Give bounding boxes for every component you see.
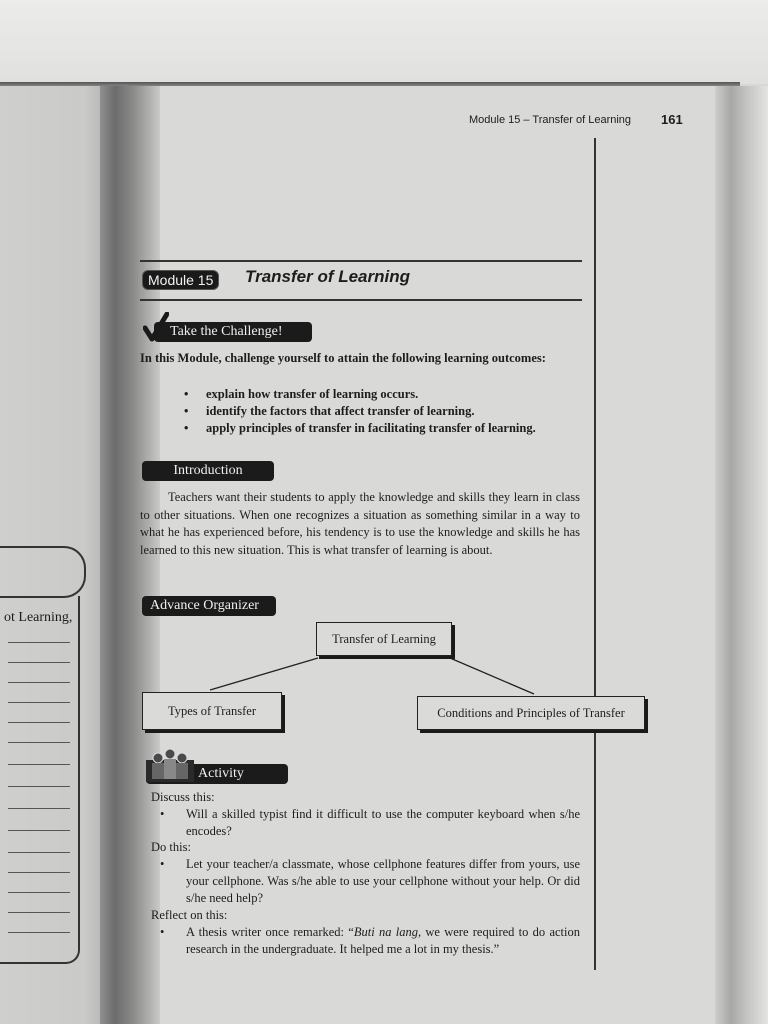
group-people-icon xyxy=(146,748,194,782)
objectives-lead: In this Module, challenge yourself to attain the following learning outcomes: xyxy=(140,351,546,365)
objective-item: • explain how transfer of learning occurs. xyxy=(178,386,538,403)
reflect-label: Reflect on this: xyxy=(151,908,228,922)
module-title: Transfer of Learning xyxy=(245,267,410,286)
page-number: 161 xyxy=(661,112,683,127)
objective-item: • identify the factors that affect transfer of learning. xyxy=(178,403,538,420)
do-label: Do this: xyxy=(151,840,191,854)
objective-item: • apply principles of transfer in facilitating transfer of learning. xyxy=(178,420,538,437)
challenge-heading: Take the Challenge! xyxy=(154,322,312,342)
module-badge: Module 15 xyxy=(142,270,219,290)
introduction-heading: Introduction xyxy=(142,461,274,481)
activity-heading: Activity xyxy=(146,764,288,784)
introduction-paragraph: Teachers want their students to apply the knowledge and skills they learn in class to other situations. When one recognizes a situation as something similar in a way to what he has experienced before, his tendency is to use the knowledge and skills he has learned to this new situation. This is what transfer of learning is about. xyxy=(140,490,580,557)
organizer-types-box: Types of Transfer xyxy=(142,692,282,730)
advance-organizer-heading: Advance Organizer xyxy=(142,596,276,616)
reflect-item: • A thesis writer once remarked: “Buti na lang, we were required to do action research in the undergraduate. It helped me a lot in my thesis.” xyxy=(160,925,580,956)
discuss-item: • Will a skilled typist find it difficult to use the computer keyboard when s/he encodes? xyxy=(160,807,580,838)
organizer-root-box: Transfer of Learning xyxy=(316,622,452,656)
running-title: Module 15 – Transfer of Learning xyxy=(469,114,632,126)
do-item: • Let your teacher/a classmate, whose cellphone features differ from yours, use your cellphone. Was s/he able to use your cellphone without your help. Or did s/he need help? xyxy=(160,857,580,905)
organizer-conditions-box: Conditions and Principles of Transfer xyxy=(417,696,645,730)
left-page-fragment: ot Learning, xyxy=(4,610,73,625)
discuss-label: Discuss this: xyxy=(151,790,215,804)
